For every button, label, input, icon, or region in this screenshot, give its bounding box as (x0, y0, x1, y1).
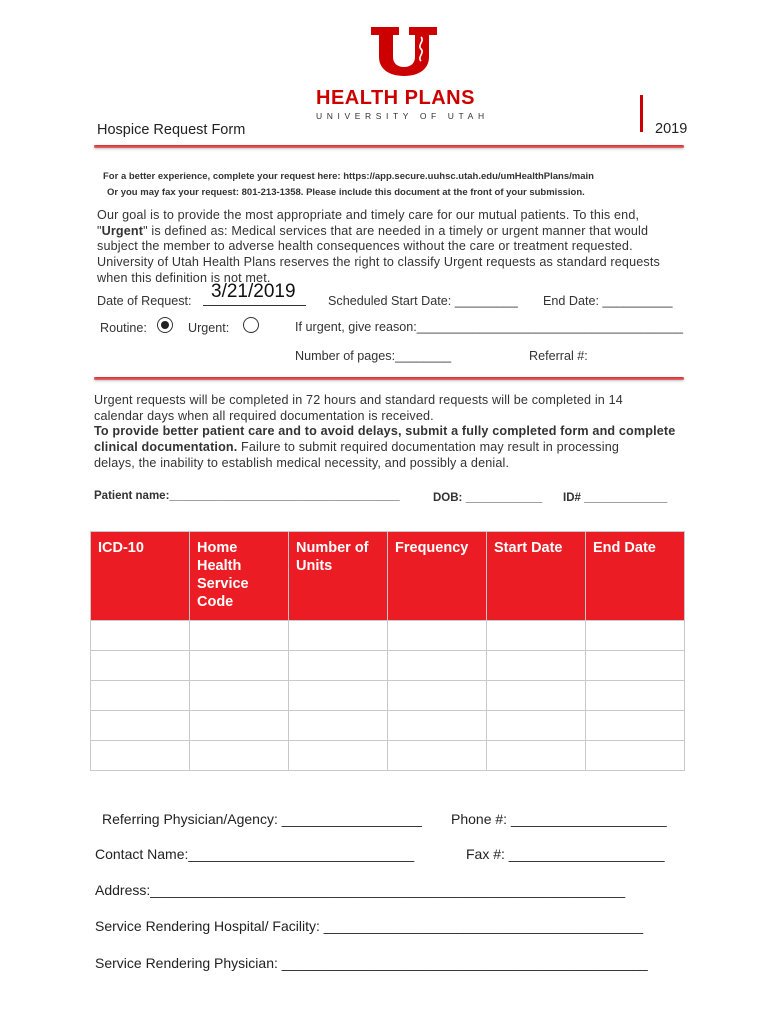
table-cell[interactable] (289, 681, 388, 711)
timing-line-5: delays, the inability to establish medical necessity, and possibly a denial. (94, 455, 510, 470)
table-cell[interactable] (91, 711, 190, 741)
brand-subtitle: UNIVERSITY OF UTAH (316, 111, 489, 121)
table-cell[interactable] (91, 651, 190, 681)
table-cell[interactable] (289, 621, 388, 651)
table-row (91, 621, 685, 651)
intro-paragraph (97, 208, 687, 287)
table-row (91, 651, 685, 681)
table-header-row (91, 532, 685, 621)
table-cell[interactable] (190, 651, 289, 681)
table-cell[interactable] (289, 741, 388, 771)
table-cell[interactable] (586, 711, 685, 741)
column-header-frequency: Frequency (388, 532, 487, 621)
table-cell[interactable] (487, 741, 586, 771)
section-rule (94, 377, 684, 380)
table-cell[interactable] (487, 711, 586, 741)
id-field[interactable]: ID# _____________ (563, 492, 668, 504)
date-underline (203, 305, 306, 306)
table-cell[interactable] (586, 621, 685, 651)
radio-selected-dot (161, 321, 169, 329)
referring-physician-field[interactable]: Referring Physician/Agency: __________________ (102, 811, 422, 827)
table-row (91, 741, 685, 771)
end-date-field[interactable]: End Date: __________ (543, 294, 673, 308)
table-cell[interactable] (487, 651, 586, 681)
form-title: Hospice Request Form (97, 122, 246, 138)
fax-notice: Or you may fax your request: 801-213-1358. Please include this document at the front of your submission. (107, 187, 585, 198)
dob-field[interactable]: DOB: ____________ (433, 492, 543, 504)
table-row (91, 711, 685, 741)
routine-radio[interactable] (157, 317, 173, 333)
timing-paragraph (94, 393, 689, 472)
online-request-notice: For a better experience, complete your request here: https://app.secure.uuhsc.utah.edu/umHealthPlans/main (103, 171, 594, 182)
fax-field[interactable]: Fax #: ____________________ (466, 846, 665, 862)
table-cell[interactable] (388, 681, 487, 711)
table-cell[interactable] (487, 681, 586, 711)
table-cell[interactable] (586, 741, 685, 771)
referral-number-field[interactable]: Referral #: (529, 349, 588, 363)
table-cell[interactable] (586, 651, 685, 681)
phone-field[interactable]: Phone #: ____________________ (451, 811, 667, 827)
timing-line-3: To provide better patient care and to avoid delays, submit a fully completed form and complete (94, 424, 676, 439)
service-physician-field[interactable]: Service Rendering Physician: _______________________________________________ (95, 955, 648, 971)
table-cell[interactable] (388, 621, 487, 651)
urgent-reason-field[interactable]: If urgent, give reason:______________________________________ (295, 320, 683, 334)
table-cell[interactable] (289, 651, 388, 681)
table-cell[interactable] (190, 711, 289, 741)
address-field[interactable]: Address:_____________________________________________________________ (95, 882, 626, 898)
table-cell[interactable] (388, 711, 487, 741)
table-cell[interactable] (487, 621, 586, 651)
column-header-service-code: Home Health Service Code (190, 532, 289, 621)
table-cell[interactable] (190, 741, 289, 771)
urgent-term: Urgent (101, 223, 144, 238)
table-cell[interactable] (91, 741, 190, 771)
intro-line-1: Our goal is to provide the most appropriate and timely care for our mutual patients. To this end, (97, 208, 640, 222)
timing-line-4-rest: Failure to submit required documentation may result in processing (237, 440, 619, 455)
table-row (91, 681, 685, 711)
date-of-request-label: Date of Request: (97, 294, 192, 308)
brand-name: HEALTH PLANS (316, 87, 475, 109)
column-header-start-date: Start Date (487, 532, 586, 621)
table-cell[interactable] (388, 741, 487, 771)
quote-open: " (97, 223, 102, 238)
timing-line-1: Urgent requests will be completed in 72 hours and standard requests will be completed in 14 (94, 393, 623, 407)
service-table (90, 531, 685, 771)
number-of-pages-field[interactable]: Number of pages:________ (295, 349, 452, 363)
table-cell[interactable] (388, 651, 487, 681)
clinical-documentation-term: clinical documentation. (94, 440, 238, 455)
intro-line-2 (97, 224, 687, 240)
urgent-radio[interactable] (243, 317, 259, 333)
patient-name-field[interactable]: Patient name:____________________________________ (94, 490, 400, 502)
contact-name-field[interactable]: Contact Name:_____________________________ (95, 846, 415, 862)
table-cell[interactable] (289, 711, 388, 741)
service-hospital-field[interactable]: Service Rendering Hospital/ Facility: _________________________________________ (95, 918, 643, 934)
form-year: 2019 (655, 121, 688, 137)
intro-line-4: University of Utah Health Plans reserves the right to classify Urgent requests as standard requests (97, 255, 660, 270)
university-of-utah-logo (371, 27, 437, 76)
table-cell[interactable] (91, 681, 190, 711)
header-divider (640, 95, 643, 132)
intro-line-3: subject the member to adverse health consequences without the care or treatment requested. (97, 239, 633, 254)
column-header-icd10: ICD-10 (91, 532, 190, 621)
routine-label: Routine: (100, 321, 147, 335)
table-cell[interactable] (190, 681, 289, 711)
urgent-definition: " is defined as: Medical services that are needed in a timely or urgent manner that would (143, 223, 649, 238)
scheduled-start-date-field[interactable]: Scheduled Start Date: _________ (328, 294, 518, 308)
timing-line-2: calendar days when all required documentation is received. (94, 408, 434, 423)
urgent-label: Urgent: (188, 321, 230, 335)
intro-line-5: when this definition is not met. (97, 270, 271, 285)
column-header-units: Number of Units (289, 532, 388, 621)
date-of-request-field[interactable]: 3/21/2019 (211, 281, 296, 302)
table-cell[interactable] (190, 621, 289, 651)
table-cell[interactable] (91, 621, 190, 651)
table-cell[interactable] (586, 681, 685, 711)
column-header-end-date: End Date (586, 532, 685, 621)
header-rule (94, 145, 684, 148)
timing-line-4 (94, 440, 689, 456)
